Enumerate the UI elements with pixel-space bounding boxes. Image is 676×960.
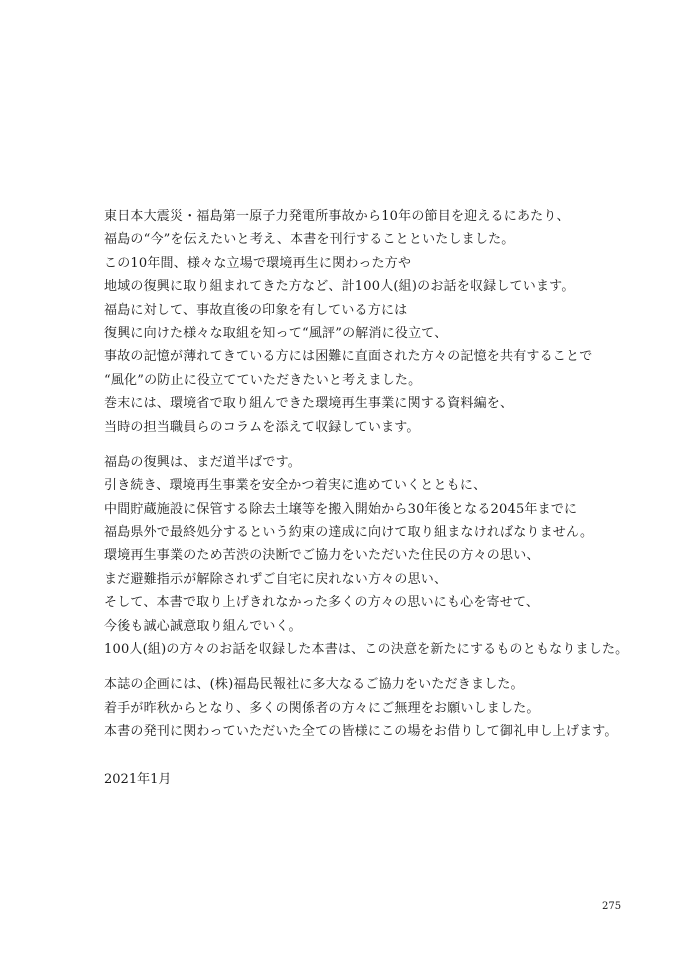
text-line: 今後も誠心誠意取り組んでいく。 [104, 618, 302, 634]
paragraph-gap [104, 661, 644, 673]
page-number: 275 [602, 901, 622, 912]
text-line: 本誌の企画には、(株)福島民報社に多大なるご協力をいただきました。 [104, 677, 524, 693]
text-line: 東日本大震災・福島第一原子力発電所事故から10年の節目を迎えるにあたり、 [104, 209, 570, 224]
text-line: 本書の発刊に関わっていただいた全ての皆様にこの場をお借りして御礼申し上げます。 [104, 724, 618, 740]
text-line: まだ避難指示が解除されずご自宅に戻れない方々の思い、 [104, 571, 448, 587]
text-line: 着手が昨秋からとなり、多くの関係者の方々にご無理をお願いしました。 [104, 700, 540, 716]
text-line: 中間貯蔵施設に保管する除去土壌等を搬入開始から30年後となる2045年までに [104, 501, 578, 517]
text-line: 地域の復興に取り組まれてきた方など、計100人(組)のお話を収録しています。 [104, 279, 575, 295]
paragraph-intro [104, 205, 644, 439]
text-line: 環境再生事業のため苦渋の決断でご協力をいただいた住民の方々の思い、 [104, 548, 540, 564]
date-line: 2021年1月 [104, 772, 172, 787]
text-line: 巻末には、環境省で取り組んできた環境再生事業に関する資料編を、 [104, 396, 514, 412]
paragraph-acknowledgements [104, 673, 644, 743]
text-line: 当時の担当職員らのコラムを添えて収録しています。 [104, 419, 420, 435]
text-line: “風化”の防止に役立てていただきたいと考えました。 [104, 372, 422, 388]
text-line: 福島に対して、事故直後の印象を有している方には [104, 302, 408, 318]
text-line: 引き続き、環境再生事業を安全かつ着実に進めていくとともに、 [104, 478, 487, 494]
paragraph-reconstruction [104, 451, 644, 662]
text-line: 福島の“今”を伝えたいと考え、本書を刊行することといたしました。 [104, 232, 515, 248]
text-line: 福島の復興は、まだ道半ばです。 [104, 454, 301, 470]
text-line: 100人(組)の方々のお話を収録した本書は、この決意を新たにするものともなりました。 [104, 642, 629, 658]
text-line: 復興に向けた様々な取組を知って“風評”の解消に役立て、 [104, 325, 448, 341]
text-line: 福島県外で最終処分するという約束の達成に向けて取り組まなければなりません。 [104, 525, 594, 541]
body-text [104, 205, 644, 744]
text-line: この10年間、様々な立場で環境再生に関わった方や [104, 255, 412, 271]
paragraph-gap [104, 439, 644, 451]
text-line: 事故の記憶が薄れてきている方には困難に直面された方々の記憶を共有することで [104, 349, 593, 365]
text-line: そして、本書で取り上げきれなかった多くの方々の思いにも心を寄せて、 [104, 595, 540, 611]
